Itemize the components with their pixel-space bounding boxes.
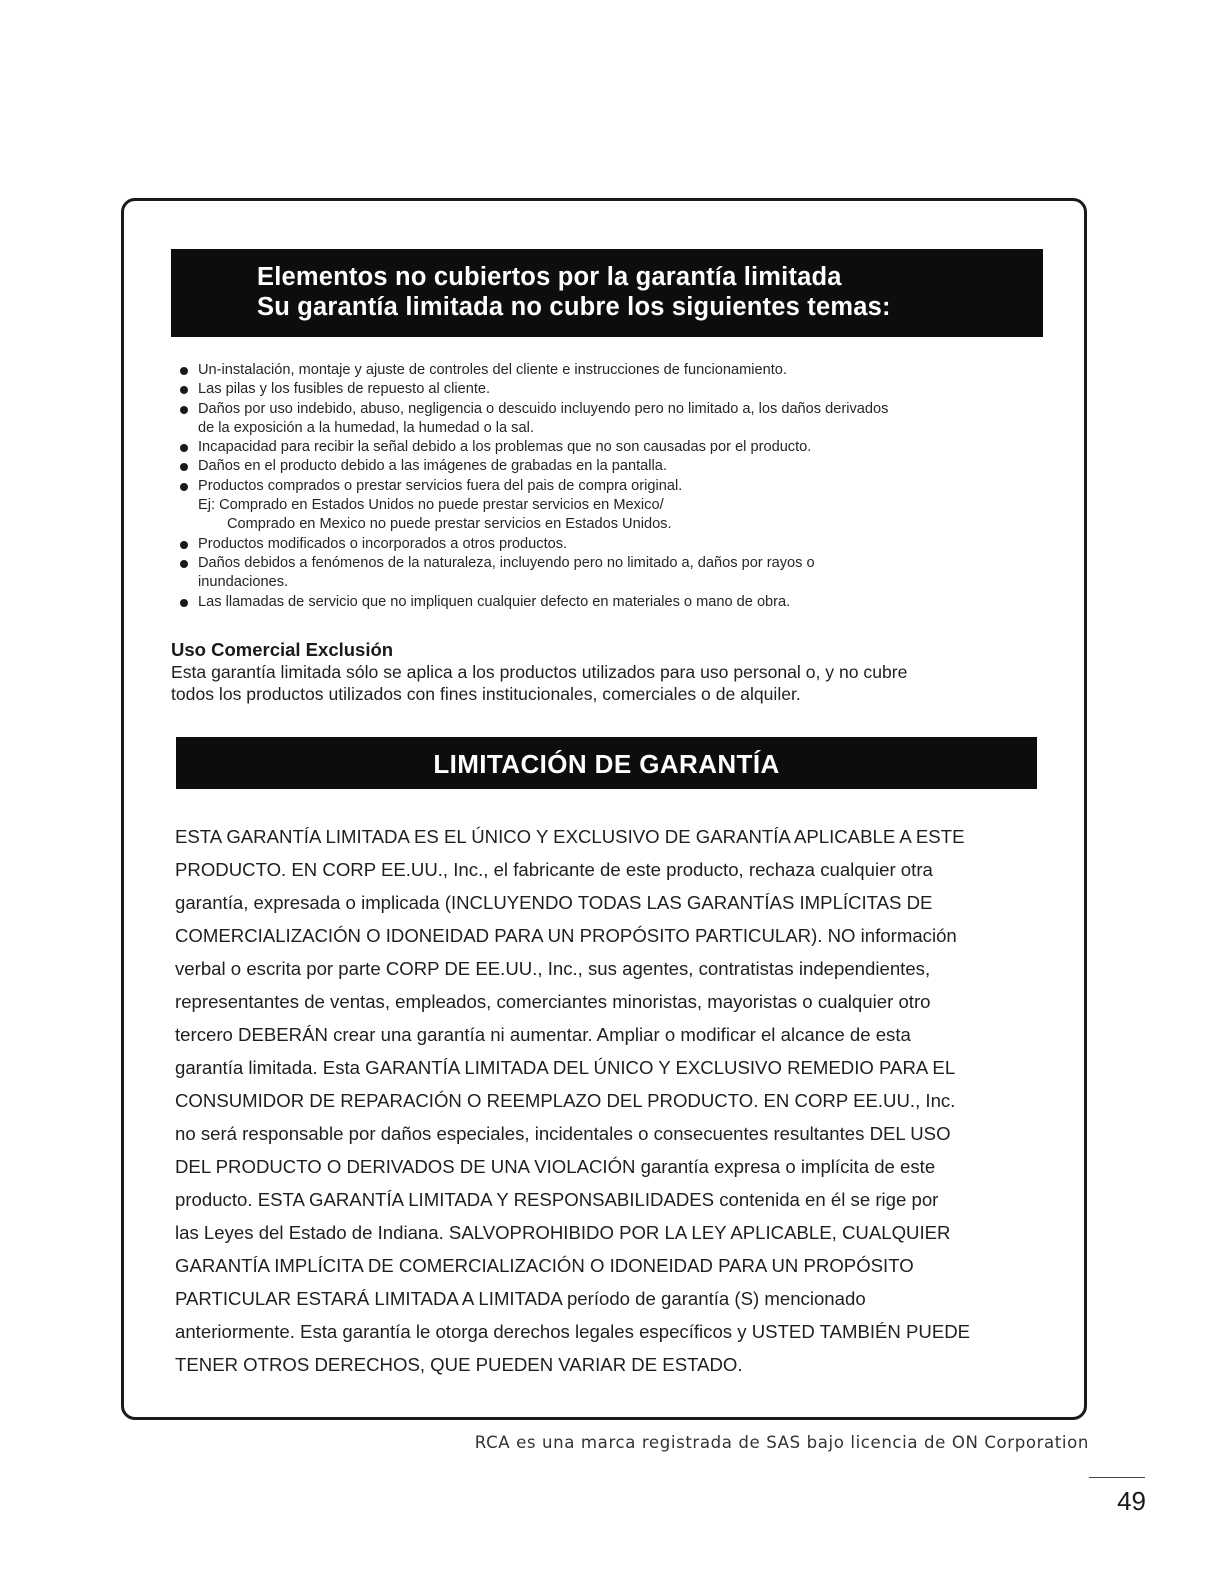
paragraph-line: ESTA GARANTÍA LIMITADA ES EL ÚNICO Y EXCLUSIVO DE GARANTÍA APLICABLE A ESTE (175, 826, 965, 847)
list-item-text-cont: de la exposición a la humedad, la humedad o la sal. (198, 419, 534, 436)
banner-title-line-2: Su garantía limitada no cubre los siguientes temas: (257, 293, 891, 321)
bullet-icon (180, 599, 188, 607)
paragraph-line: anteriormente. Esta garantía le otorga derechos legales específicos y USTED TAMBIÉN PUEDE (175, 1321, 971, 1342)
limitation-paragraph (175, 820, 1055, 1381)
commercial-use-text (171, 661, 1031, 705)
list-item-text: Daños en el producto debido a las imágenes de grabadas en la pantalla. (198, 458, 667, 475)
limitation-banner (176, 737, 1037, 789)
paragraph-line: tercero DEBERÁN crear una garantía ni aumentar. Ampliar o modificar el alcance de esta (175, 1024, 911, 1045)
paragraph-line: garantía, expresada o implicada (INCLUYENDO TODAS LAS GARANTÍAS IMPLÍCITAS DE (175, 892, 933, 913)
paragraph-line: garantía limitada. Esta GARANTÍA LIMITADA DEL ÚNICO Y EXCLUSIVO REMEDIO PARA EL (175, 1057, 956, 1078)
list-item (178, 457, 1058, 476)
bullet-icon (180, 483, 188, 491)
paragraph-line: COMERCIALIZACIÓN O IDONEIDAD PARA UN PROPÓSITO PARTICULAR). NO información (175, 925, 957, 946)
bullet-icon (180, 463, 188, 471)
list-item (178, 438, 1058, 457)
list-item (178, 535, 1058, 554)
paragraph-line: GARANTÍA IMPLÍCITA DE COMERCIALIZACIÓN O IDONEIDAD PARA UN PROPÓSITO (175, 1255, 914, 1276)
bullet-icon (180, 386, 188, 394)
bullet-icon (180, 406, 188, 414)
list-item (178, 380, 1058, 399)
paragraph-line: las Leyes del Estado de Indiana. SALVOPROHIBIDO POR LA LEY APLICABLE, CUALQUIER (175, 1222, 951, 1243)
commercial-use-heading: Uso Comercial Exclusión (171, 639, 394, 660)
paragraph-line: representantes de ventas, empleados, comerciantes minoristas, mayoristas o cualquier otro (175, 991, 931, 1012)
commercial-use-line-2: todos los productos utilizados con fines institucionales, comerciales o de alquiler. (171, 684, 801, 704)
bullet-icon (180, 367, 188, 375)
list-item-text: Productos comprados o prestar servicios fuera del pais de compra original. (198, 477, 683, 494)
list-item-text: Daños debidos a fenómenos de la naturaleza, incluyendo pero no limitado a, daños por rayos o (198, 554, 815, 571)
list-item (178, 400, 1058, 439)
list-item-text: Productos modificados o incorporados a otros productos. (198, 535, 568, 552)
list-item-text: Un-instalación, montaje y ajuste de controles del cliente e instrucciones de funcionamiento. (198, 362, 787, 378)
paragraph-line: verbal o escrita por parte CORP DE EE.UU., Inc., sus agentes, contratistas independientes, (175, 958, 931, 979)
page-number: 49 (1117, 1486, 1146, 1516)
not-covered-banner (171, 249, 1043, 337)
paragraph-line: PRODUCTO. EN CORP EE.UU., Inc., el fabricante de este producto, rechaza cualquier otra (175, 859, 933, 880)
paragraph-line: producto. ESTA GARANTÍA LIMITADA Y RESPONSABILIDADES contenida en él se rige por (175, 1189, 939, 1210)
paragraph-line: PARTICULAR ESTARÁ LIMITADA A LIMITADA período de garantía (S) mencionado (175, 1288, 866, 1309)
example-line: Comprado en Mexico no puede prestar servicios en Estados Unidos. (227, 516, 672, 533)
list-item-text: Daños por uso indebido, abuso, negligencia o descuido incluyendo pero no limitado a, los daños derivados (198, 400, 889, 417)
exclusions-list (178, 361, 1058, 612)
trademark-notice: RCA es una marca registrada de SAS bajo licencia de ON Corporation (474, 1433, 1089, 1452)
commercial-use-line-1: Esta garantía limitada sólo se aplica a los productos utilizados para uso personal o, y no cubre (171, 662, 908, 682)
bullet-icon (180, 560, 188, 568)
bullet-icon (180, 444, 188, 452)
paragraph-line: CONSUMIDOR DE REPARACIÓN O REEMPLAZO DEL PRODUCTO. EN CORP EE.UU., Inc. (175, 1090, 956, 1111)
paragraph-line: DEL PRODUCTO O DERIVADOS DE UNA VIOLACIÓN garantía expresa o implícita de este (175, 1156, 936, 1177)
list-item (178, 361, 1058, 380)
list-item (178, 477, 1058, 535)
list-item (178, 554, 1058, 593)
list-item-text: Incapacidad para recibir la señal debido a los problemas que no son causadas por el producto. (198, 439, 812, 456)
list-item (178, 593, 1058, 612)
list-item-text: Las llamadas de servicio que no impliquen cualquier defecto en materiales o mano de obra. (198, 593, 791, 610)
page-number-rule (1089, 1477, 1145, 1478)
example-line: Ej: Comprado en Estados Unidos no puede prestar servicios en Mexico/ (198, 497, 664, 514)
paragraph-line: TENER OTROS DERECHOS, QUE PUEDEN VARIAR DE ESTADO. (175, 1354, 743, 1375)
list-item-text: Las pilas y los fusibles de repuesto al cliente. (198, 381, 491, 398)
banner-title-line-1: Elementos no cubiertos por la garantía limitada (257, 263, 842, 291)
limitation-title: LIMITACIÓN DE GARANTÍA (433, 749, 780, 779)
list-item-text-cont: inundaciones. (198, 574, 289, 591)
paragraph-line: no será responsable por daños especiales, incidentales o consecuentes resultantes DEL USO (175, 1123, 951, 1144)
bullet-icon (180, 541, 188, 549)
